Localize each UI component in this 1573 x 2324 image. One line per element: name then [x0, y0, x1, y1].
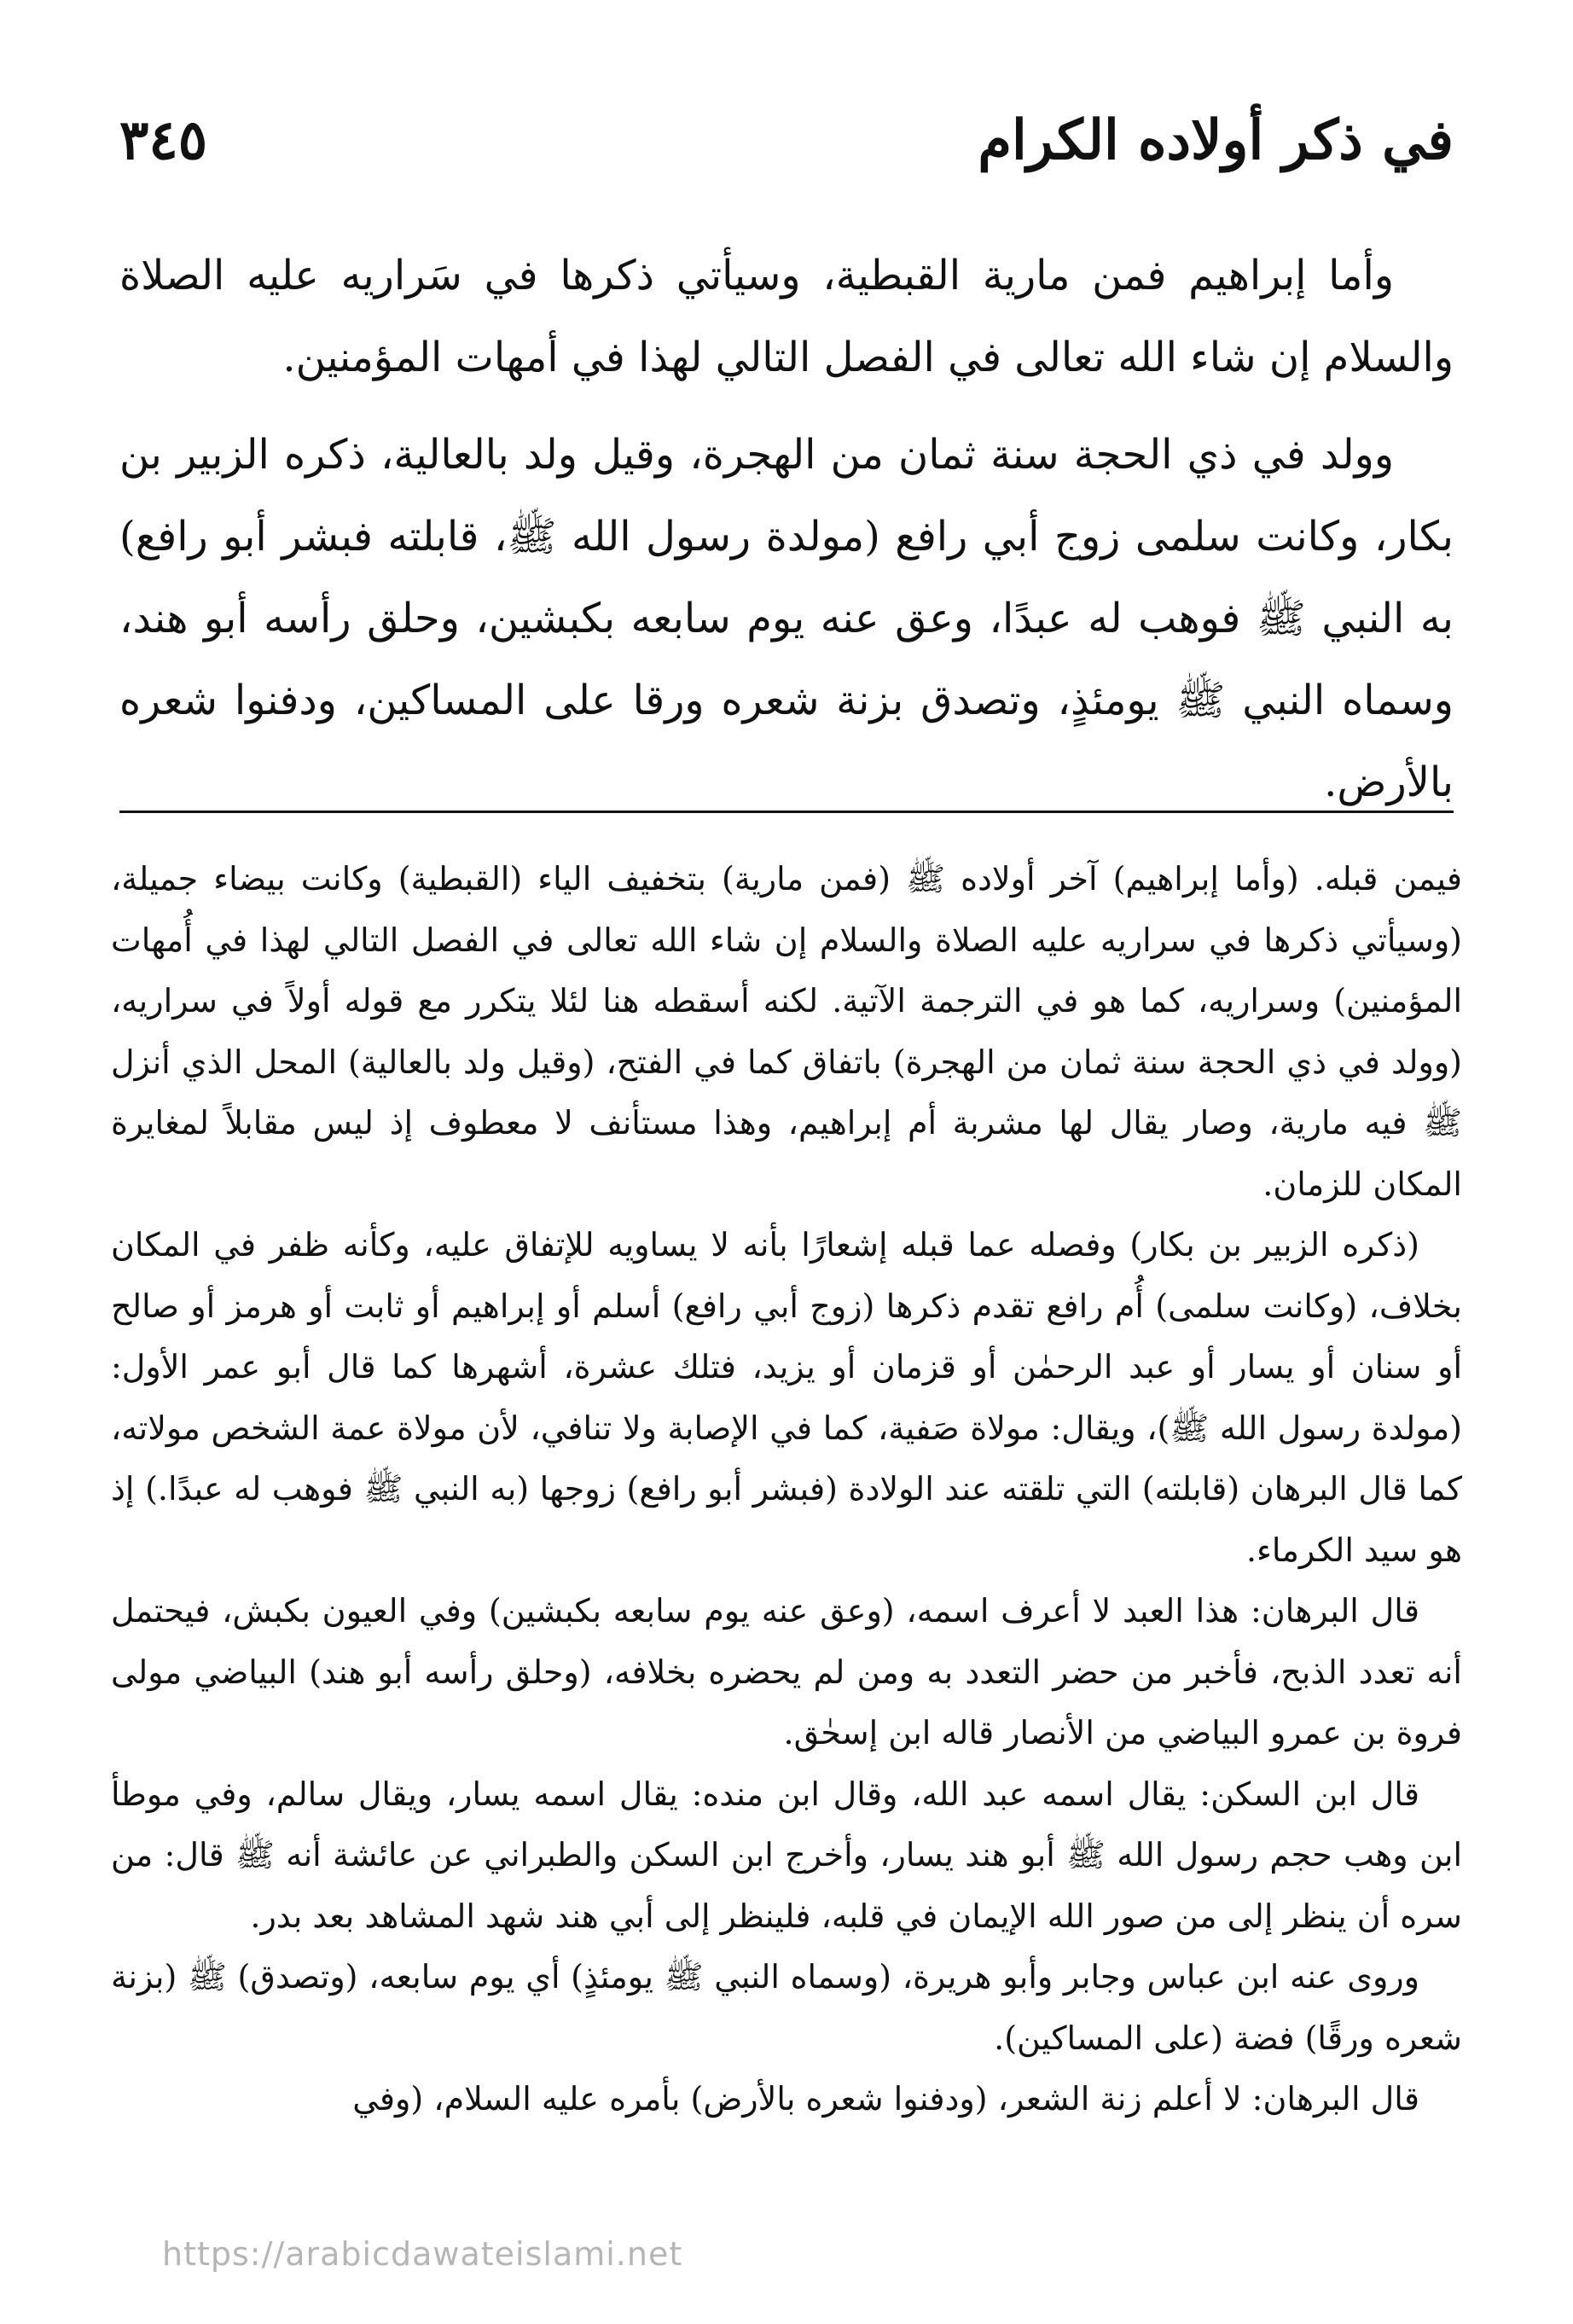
main-paragraph: وولد في ذي الحجة سنة ثمان من الهجرة، وقيل ولد بالعالية، ذكره الزبير بن بكار، وكانت سلمى زوج أبي رافع (مولدة رسول الله ﷺ، قابلته فبشر أبو رافع) به النبي ﷺ فوهب له عبدًا، وعق عنه يوم سابعه بكبشين، وحلق رأسه أبو هند، وسماه النبي ﷺ يومئذٍ، وتصدق بزنة شعره ورقا على المساكين، ودفنوا شعره بالأرض. [119, 431, 1454, 806]
commentary-paragraph: (ذكره الزبير بن بكار) وفصله عما قبله إشعارًا بأنه لا يساويه للإتفاق عليه، وكأنه ظفر في المكان بخلاف، (وكانت سلمى) أُم رافع تقدم ذكرها (زوج أبي رافع) أسلم أو إبراهيم أو ثابت أو هرمز أو صالح أو سنان أو يسار أو عبد الرحمٰن أو قزمان أو يزيد، فتلك عشرة، أشهرها كما قال أبو عمر الأول: (مولدة رسول الله ﷺ)، ويقال: مولاة صَفية، كما في الإصابة ولا تنافي، لأن مولاة عمة الشخص مولاته، كما قال البرهان (قابلته) التي تلقته عند الولادة (فبشر أبو رافع) زوجها (به النبي ﷺ فوهب له عبدًا.) إذ هو سيد الكرماء. [111, 1226, 1462, 1569]
page-header [119, 94, 1454, 188]
commentary-paragraph: فيمن قبله. (وأما إبراهيم) آخر أولاده ﷺ (فمن مارية) بتخفيف الياء (القبطية) وكانت بيضاء جميلة، (وسيأتي ذكرها في سراريه عليه الصلاة والسلام إن شاء الله تعالى في الفصل التالي لهذا في أُمهات المؤمنين) وسراريه، كما هو في الترجمة الآتية. لكنه أسقطه هنا لئلا يتكرر مع قوله أولاً في سراريه، (وولد في ذي الحجة سنة ثمان من الهجرة) باتفاق كما في الفتح، (وقيل ولد بالعالية) المحل الذي أنزل ﷺ فيه مارية، وصار يقال لها مشربة أم إبراهيم، وهذا مستأنف لا معطوف إذ ليس مقابلاً لمغايرة المكان للزمان. [111, 860, 1462, 1203]
main-text [119, 235, 1454, 839]
commentary-paragraph: قال البرهان: هذا العبد لا أعرف اسمه، (وعق عنه يوم سابعه بكبشين) وفي العيون بكبش، فيحتمل أنه تعدد الذبح، فأخبر من حضر التعدد به ومن لم يحضره بخلافه، (وحلق رأسه أبو هند) البياضي مولى فروة بن عمرو البياضي من الأنصار قاله ابن إسحٰق. [111, 1592, 1462, 1752]
commentary-paragraph: قال البرهان: لا أعلم زنة الشعر، (ودفنوا شعره بالأرض) بأمره عليه السلام، (وفي [352, 2080, 1419, 2118]
commentary-paragraph: قال ابن السكن: يقال اسمه عبد الله، وقال ابن منده: يقال اسمه يسار، ويقال سالم، وفي موطأ ابن وهب حجم رسول الله ﷺ أبو هند يسار، وأخرج ابن السكن والطبراني عن عائشة أنه ﷺ قال: من سره أن ينظر إلى من صور الله الإيمان في قلبه، فلينظر إلى أبي هند شهد المشاهد بعد بدر. [111, 1775, 1462, 1935]
chapter-title: في ذكر أولاده الكرام [978, 108, 1454, 172]
commentary-text [111, 849, 1462, 2130]
main-paragraph: وأما إبراهيم فمن مارية القبطية، وسيأتي ذكرها في سَراريه عليه الصلاة والسلام إن شاء الله تعالى في الفصل التالي لهذا في أمهات المؤمنين. [119, 252, 1454, 381]
page-number: ٣٤٥ [119, 108, 208, 172]
commentary-paragraph: وروى عنه ابن عباس وجابر وأبو هريرة، (وسماه النبي ﷺ يومئذٍ) أي يوم سابعه، (وتصدق) ﷺ (بزنة شعره ورقًا) فضة (على المساكين). [111, 1958, 1462, 2057]
section-divider [119, 810, 1454, 813]
watermark-url: https://arabicdawateislami.net [162, 2235, 683, 2273]
